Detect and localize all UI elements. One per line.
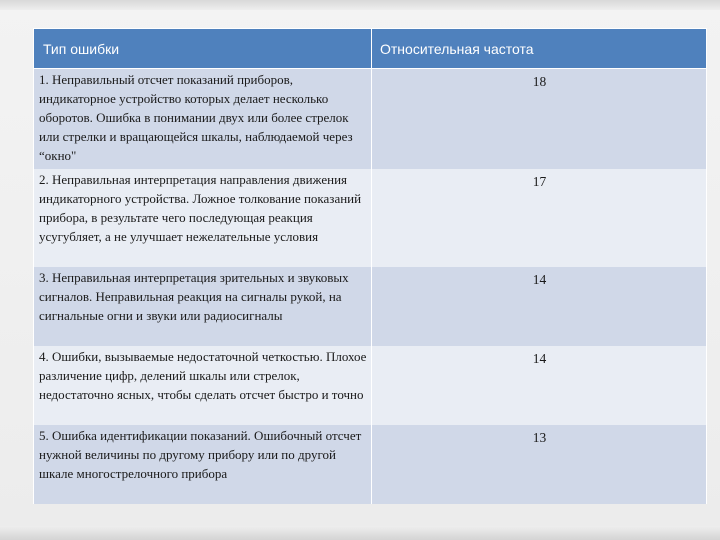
error-type-cell: 3. Неправильная интерпретация зрительных и звуковых сигналов. Неправильная реакция на сигналы рукой, на сигнальные огни и звуки или радиосигналы [34,267,372,346]
frequency-cell: 14 [372,346,707,425]
slide-top-frame [0,0,720,10]
error-type-cell: 4. Ошибки, вызываемые недостаточной четкостью. Плохое различение цифр, делений шкалы или стрелок, недостаточно ясных, чтобы сделать отсчет быстро и точно [34,346,372,425]
header-relative-frequency: Относительная частота [372,29,707,69]
header-error-type: Тип ошибки [34,29,372,69]
slide-bottom-frame [0,526,720,540]
error-type-cell: 2. Неправильная интерпретация направления движения индикаторного устройства. Ложное толкование показаний прибора, в результате чего последующая реакция усугубляет, а не улучшает нежелательные условия [34,169,372,267]
frequency-cell: 14 [372,267,707,346]
table-row [34,425,707,504]
table-header-row [34,29,707,69]
frequency-cell: 17 [372,169,707,267]
error-frequency-table [33,28,707,504]
table-row [34,169,707,267]
frequency-cell: 18 [372,69,707,170]
frequency-cell: 13 [372,425,707,504]
table-row [34,69,707,170]
table-row [34,346,707,425]
error-type-cell: 5. Ошибка идентификации показаний. Ошибочный отсчет нужной величины по другому прибору или по другой шкале многострелочного прибора [34,425,372,504]
error-type-cell: 1. Неправильный отсчет показаний приборов, индикаторное устройство которых делает несколько оборотов. Ошибка в понимании двух или более стрелок или стрелки и вращающейся шкалы, наблюдаемой через “окно" [34,69,372,170]
table-row [34,267,707,346]
